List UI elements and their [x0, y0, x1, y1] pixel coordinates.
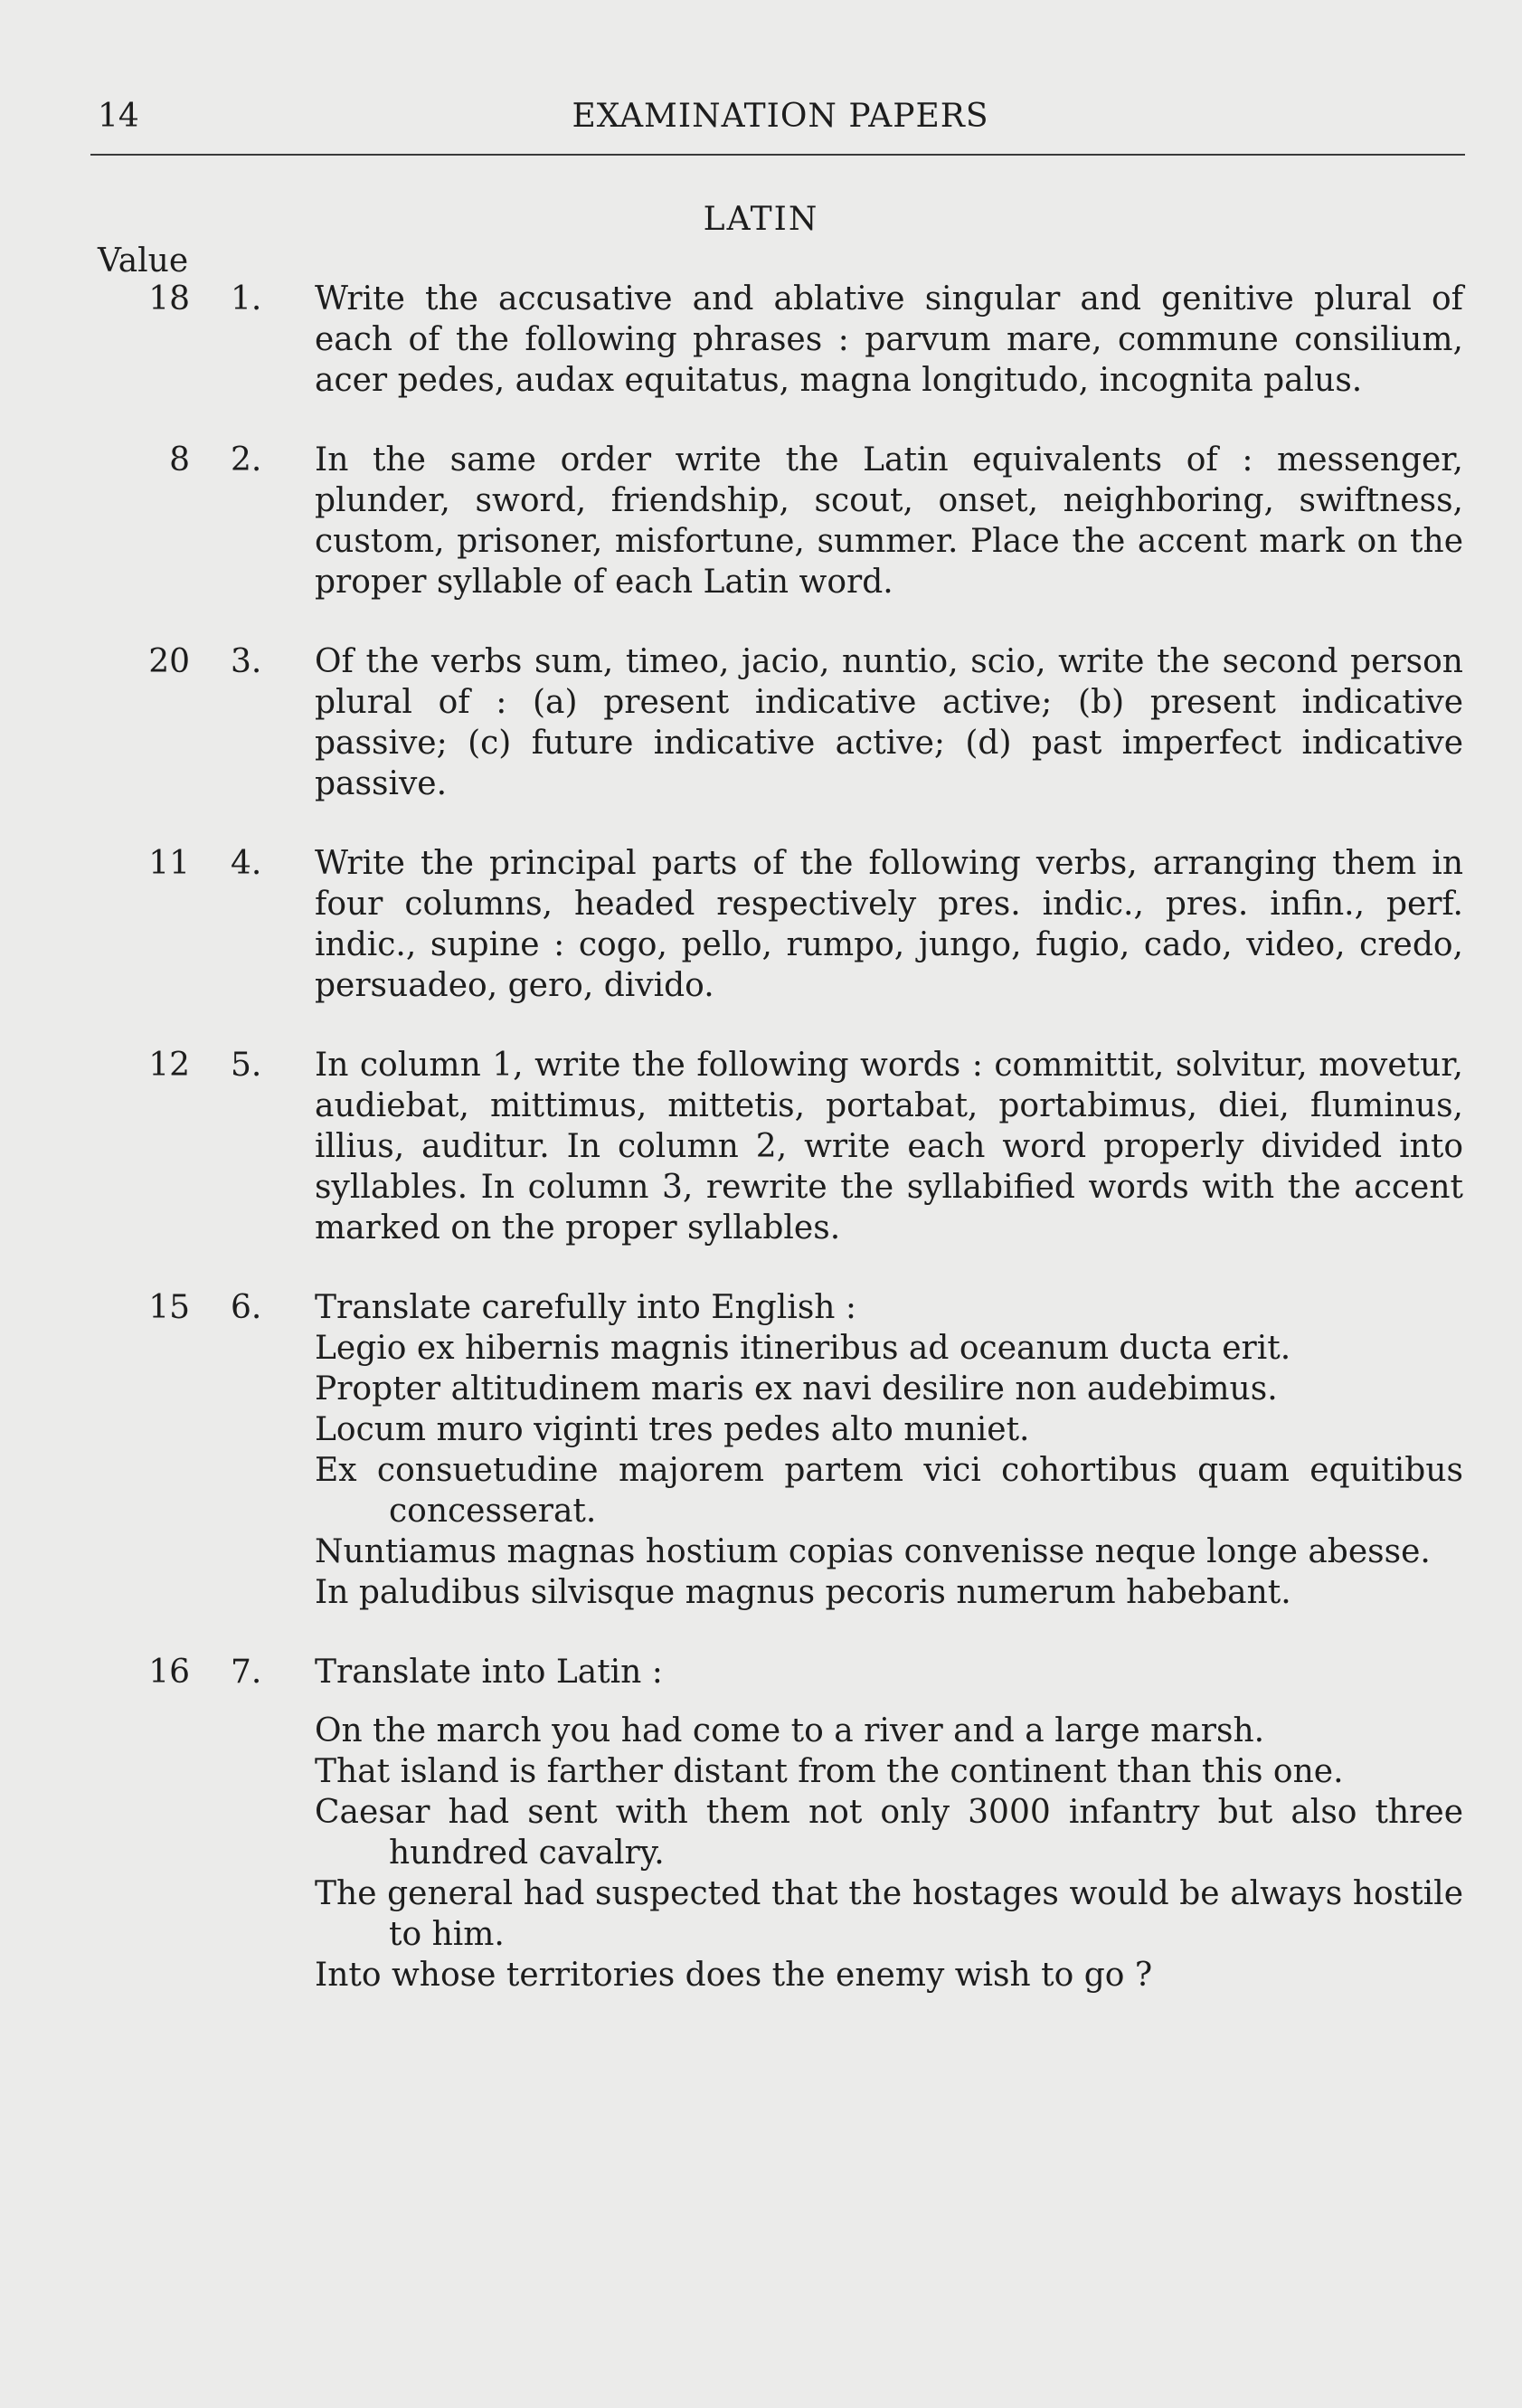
question-number: 3. [231, 643, 262, 680]
question-text: Write the principal parts of the following verbs, arranging them in four columns, headed respectively pres. indic., pres. infin., perf. indic., supine : cogo, pello, rumpo, jungo, fugio, cado, video, credo, persuadeo, gero, divido. [315, 845, 1463, 1004]
question-2 [90, 440, 1465, 602]
question-value: 8 [169, 441, 190, 479]
list-item: Caesar had sent with them not only 3000 infantry but also three hundred cavalry. [315, 1794, 1463, 1872]
question-text: In the same order write the Latin equivalents of : messenger, plunder, sword, friendship, scout, onset, neighboring, swiftness, custom, prisoner, misfortune, summer. Place the accent mark on the proper syllable of each Latin word. [315, 441, 1463, 601]
list-item: Nuntiamus magnas hostium copias convenisse neque longe abesse. [315, 1533, 1431, 1570]
header-rule [90, 154, 1465, 156]
question-text: Of the verbs sum, timeo, jacio, nuntio, scio, write the second person plural of : (a) present indicative active; (b) present indicative passive; (c) future indicative active; (d) past imperfect indicative passive. [315, 643, 1463, 802]
section-title: LATIN [703, 201, 819, 238]
question-value: 12 [148, 1047, 190, 1084]
list-item: Propter altitudinem maris ex navi desilire non audebimus. [315, 1370, 1278, 1408]
header-title: EXAMINATION PAPERS [572, 98, 989, 135]
list-item: Ex consuetudine majorem partem vici cohortibus quam equitibus concesserat. [315, 1452, 1463, 1530]
question-value: 18 [148, 280, 190, 318]
question-6 [90, 1287, 1465, 1613]
sentence-list [315, 1711, 1463, 1996]
sentence-list [315, 1328, 1463, 1613]
question-value: 20 [148, 643, 190, 680]
question-3 [90, 641, 1465, 804]
question-number: 1. [231, 280, 262, 318]
question-5 [90, 1045, 1465, 1248]
list-item: Into whose territories does the enemy wish to go ? [315, 1957, 1153, 1994]
question-text: Write the accusative and ablative singular and genitive plural of each of the following phrases : parvum mare, commune consilium, acer pedes, audax equitatus, magna longitudo, incognita palus. [315, 280, 1463, 399]
value-column-heading: Value [98, 242, 189, 280]
question-number: 6. [231, 1289, 262, 1326]
question-1 [90, 279, 1465, 401]
question-value: 11 [148, 845, 190, 882]
question-list [90, 279, 1465, 2034]
question-number: 2. [231, 441, 262, 479]
question-value: 16 [148, 1654, 190, 1691]
question-text: Translate into Latin : [315, 1654, 663, 1691]
question-text: Translate carefully into English : [315, 1289, 857, 1326]
list-item: That island is farther distant from the continent than this one. [315, 1753, 1344, 1790]
running-head [98, 98, 1463, 143]
question-4 [90, 843, 1465, 1006]
page-number: 14 [98, 98, 139, 135]
list-item: Locum muro viginti tres pedes alto muniet. [315, 1411, 1030, 1448]
list-item: Legio ex hibernis magnis itineribus ad oceanum ducta erit. [315, 1330, 1291, 1367]
list-item: In paludibus silvisque magnus pecoris numerum habebant. [315, 1574, 1291, 1611]
question-value: 15 [148, 1289, 190, 1326]
question-text: In column 1, write the following words : committit, solvitur, movetur, audiebat, mittimus, mittetis, portabat, portabimus, diei, fluminus, illius, auditur. In column 2, write each word properly divided into syllables. In column 3, rewrite the syllabified words with the accent marked on the proper syllables. [315, 1047, 1463, 1247]
list-item: The general had suspected that the hostages would be always hostile to him. [315, 1875, 1463, 1953]
question-number: 4. [231, 845, 262, 882]
question-number: 7. [231, 1654, 262, 1691]
question-7 [90, 1652, 1465, 1996]
list-item: On the march you had come to a river and a large marsh. [315, 1712, 1265, 1749]
question-number: 5. [231, 1047, 262, 1084]
